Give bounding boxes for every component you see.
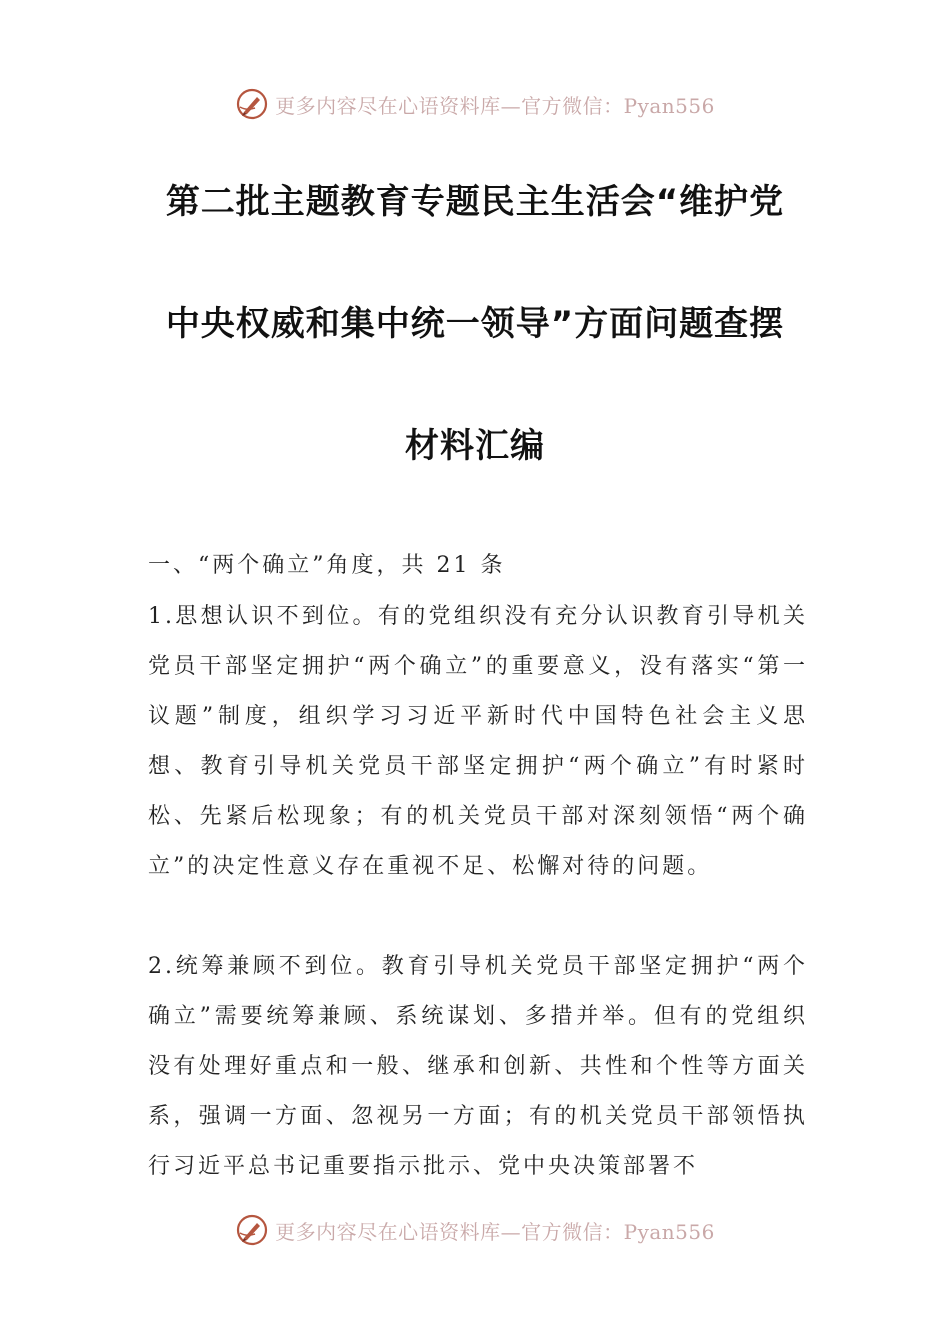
pen-logo-icon: [235, 1213, 269, 1247]
watermark-text: 更多内容尽在心语资料库—官方微信：Pyan556: [275, 1219, 715, 1244]
paragraph-1: 1.思想认识不到位。有的党组织没有充分认识教育引导机关党员干部坚定拥护“两个确立”的重要意义，没有落实“第一议题”制度，组织学习习近平新时代中国特色社会主义思想、教育引导机关党员干部坚定拥护“两个确立”有时紧时松、先紧后松现象；有的机关党员干部对深刻领悟“两个确立”的决定性意义存在重视不足、松懈对待的问题。: [148, 604, 808, 879]
section-heading: 一、“两个确立”角度，共 21 条: [148, 553, 506, 578]
footer-watermark: [0, 1210, 950, 1250]
document-title-line-1: 第二批主题教育专题民主生活会“维护党: [165, 182, 785, 222]
watermark-text: 更多内容尽在心语资料库—官方微信：Pyan556: [275, 93, 715, 118]
header-watermark: [0, 84, 950, 124]
pen-logo-icon: [235, 87, 269, 121]
document-title-line-2: 中央权威和集中统一领导”方面问题查摆: [165, 304, 785, 344]
document-title-line-3: 材料汇编: [405, 426, 545, 466]
paragraph-2: 2.统筹兼顾不到位。教育引导机关党员干部坚定拥护“两个确立”需要统筹兼顾、系统谋划、多措并举。但有的党组织没有处理好重点和一般、继承和创新、共性和个性等方面关系，强调一方面、忽视另一方面；有的机关党员干部领悟执行习近平总书记重要指示批示、党中央决策部署不: [148, 954, 808, 1179]
